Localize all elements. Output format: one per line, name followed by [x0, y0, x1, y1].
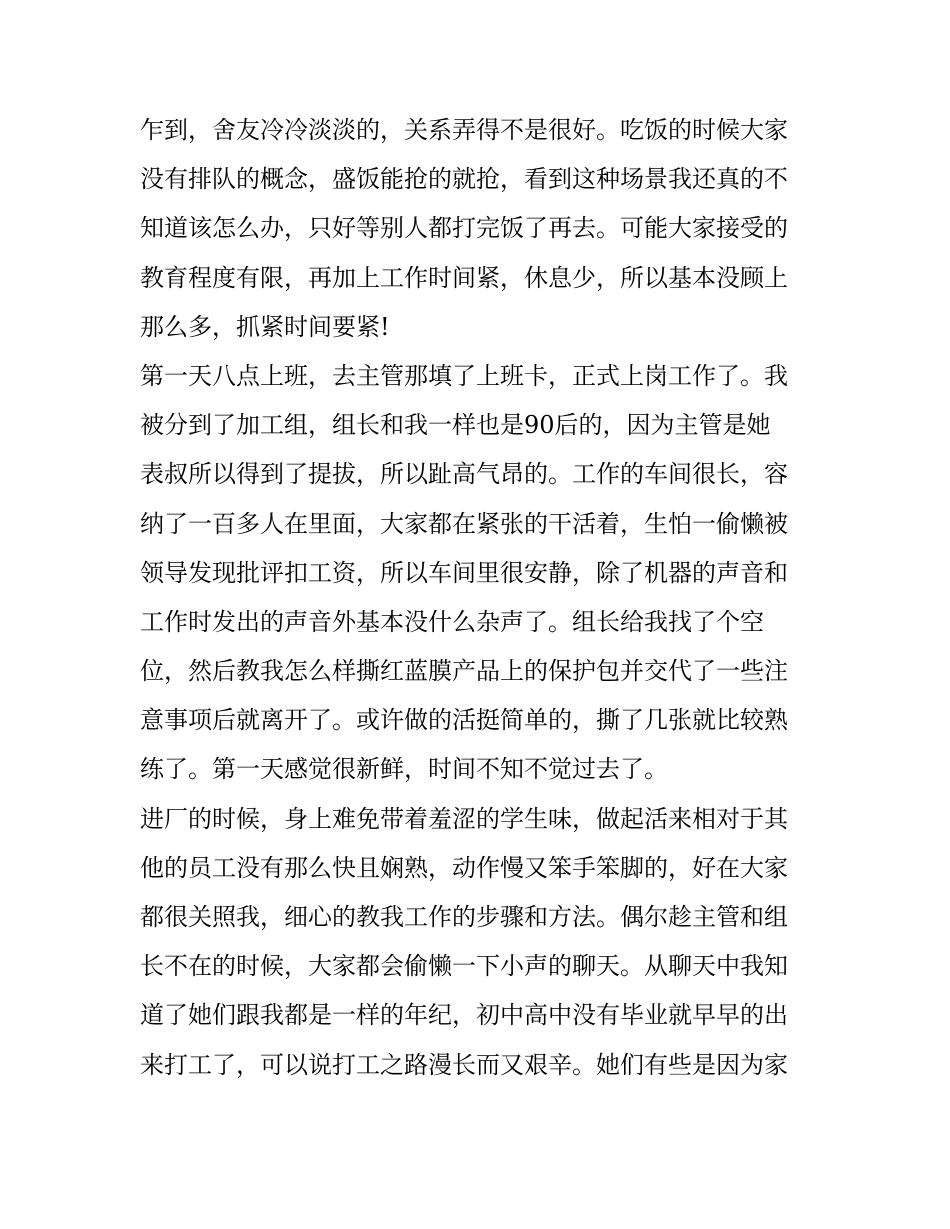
- text-line: 来打工了，可以说打工之路漫长而又艰辛。她们有些是因为家: [140, 1050, 788, 1079]
- text-line: 意事项后就离开了。或许做的活挺简单的，撕了几张就比较熟: [140, 706, 788, 735]
- text-line: 长不在的时候，大家都会偷懒一下小声的聊天。从聊天中我知: [140, 952, 788, 981]
- text-line: 被分到了加工组，组长和我一样也是90后的，因为主管是她: [140, 411, 771, 440]
- text-line: 乍到，舍友冷冷淡淡的，关系弄得不是很好。吃饭的时候大家: [140, 116, 788, 144]
- text-line: 都很关照我，细心的教我工作的步骤和方法。偶尔趁主管和组: [140, 903, 788, 931]
- text-line: 领导发现批评扣工资，所以车间里很安静，除了机器的声音和: [140, 558, 788, 587]
- text-line: 表叔所以得到了提拔，所以趾高气昂的。工作的车间很长，容: [140, 460, 788, 489]
- text-line: 他的员工没有那么快且娴熟，动作慢又笨手笨脚的，好在大家: [140, 853, 788, 882]
- text-line: 没有排队的概念，盛饭能抢的就抢，看到这种场景我还真的不: [140, 165, 788, 194]
- text-line: 进厂的时候，身上难免带着羞涩的学生味，做起活来相对于其: [140, 804, 788, 833]
- text-line: 教育程度有限，再加上工作时间紧，休息少，所以基本没顾上: [140, 263, 788, 292]
- text-line: 道了她们跟我都是一样的年纪，初中高中没有毕业就早早的出: [140, 1001, 788, 1030]
- text-line: 纳了一百多人在里面，大家都在紧张的干活着，生怕一偷懒被: [140, 509, 788, 538]
- body-text: [140, 106, 830, 1090]
- text-line: 练了。第一天感觉很新鲜，时间不知不觉过去了。: [140, 755, 668, 784]
- text-line: 工作时发出的声音外基本没什么杂声了。组长给我找了个空: [140, 607, 764, 636]
- text-line: 位，然后教我怎么样撕红蓝膜产品上的保护包并交代了一些注: [140, 657, 788, 686]
- text-line: 第一天八点上班，去主管那填了上班卡，正式上岗工作了。我: [140, 361, 788, 390]
- text-line: 知道该怎么办，只好等别人都打完饭了再去。可能大家接受的: [140, 214, 788, 243]
- text-line: 那么多，抓紧时间要紧!: [140, 312, 390, 341]
